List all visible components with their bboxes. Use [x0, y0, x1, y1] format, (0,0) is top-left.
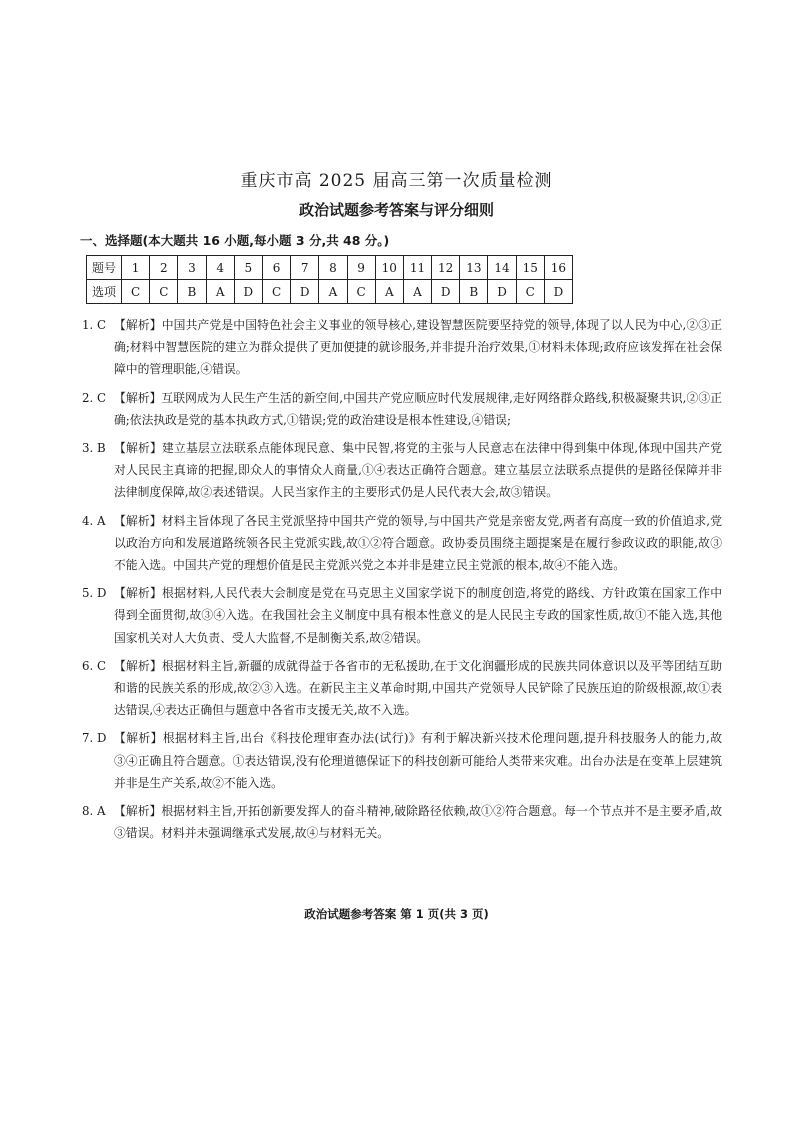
- question-number-cell: 3: [178, 256, 206, 280]
- question-number-cell: 1: [122, 256, 150, 280]
- explanation-number: 6. C: [82, 658, 107, 673]
- answer-option-cell: A: [319, 280, 347, 304]
- row-label-options: 选项: [87, 280, 122, 304]
- answer-option-cell: A: [206, 280, 234, 304]
- page-footer: 政治试题参考答案 第 1 页(共 3 页): [304, 907, 489, 921]
- explanation-item: [82, 314, 722, 381]
- explanation-text: 【解析】根据材料,人民代表大会制度是党在马克思主义国家学说下的制度创造,将党的路线、方针政策在国家工作中得到全面贯彻,故③④入选。在我国社会主义制度中具有根本性意义的是人民民主专政的国家性质,故①不能入选,其他国家机关对人大负责、受人大监督,不是制衡关系,故②错误。: [114, 586, 722, 645]
- question-number-cell: 2: [150, 256, 178, 280]
- question-number-cell: 7: [291, 256, 319, 280]
- explanation-text: 【解析】根据材料主旨,开拓创新要发挥人的奋斗精神,破除路径依赖,故①②符合题意。每一个节点并不是主要矛盾,故③错误。材料并未强调继承式发展,故④与材料无关。: [114, 804, 722, 841]
- explanation-text: 【解析】材料主旨体现了各民主党派坚持中国共产党的领导,与中国共产党是亲密友党,两者有高度一致的价值追求,党以政治方向和发展道路统领各民主党派实践,故①②符合题意。政协委员围绕主题提案是在履行参政议政的职能,故③不能入选。中国共产党的理想价值是民主党派兴党之本并非是建立民主党派的根本,故④不能入选。: [114, 513, 722, 573]
- explanation-number: 4. A: [82, 513, 106, 528]
- answer-option-cell: B: [178, 280, 206, 304]
- explanation-item: [82, 800, 722, 844]
- answer-option-cell: D: [291, 280, 319, 304]
- question-number-cell: 5: [234, 256, 262, 280]
- answer-option-cell: D: [234, 280, 262, 304]
- question-number-cell: 14: [488, 256, 516, 280]
- row-label-numbers: 题号: [87, 256, 122, 280]
- question-number-cell: 16: [544, 256, 572, 280]
- explanation-item: [82, 655, 722, 722]
- question-number-cell: 13: [460, 256, 488, 280]
- answer-option-cell: C: [347, 280, 375, 304]
- explanation-item: [82, 437, 722, 504]
- answer-option-cell: B: [460, 280, 488, 304]
- explanation-list: [82, 314, 722, 850]
- answer-option-cell: D: [544, 280, 572, 304]
- question-number-cell: 9: [347, 256, 375, 280]
- answer-table-number-row: [87, 256, 573, 280]
- explanation-number: 1. C: [82, 318, 107, 332]
- explanation-item: [82, 582, 722, 649]
- explanation-number: 8. A: [82, 804, 106, 819]
- explanation-number: 2. C: [82, 390, 107, 405]
- answer-option-cell: C: [262, 280, 290, 304]
- answer-option-cell: C: [122, 280, 150, 304]
- section-heading: 一、选择题(本大题共 16 小题,每小题 3 分,共 48 分。): [80, 233, 390, 248]
- question-number-cell: 11: [403, 256, 431, 280]
- explanation-text: 【解析】中国共产党是中国特色社会主义事业的领导核心,建设智慧医院要坚持党的领导,体现了以人民为中心,②③正确;材料中智慧医院的建立为群众提供了更加便捷的就诊服务,并非提升治疗效果,①材料未体现;政府应该发挥在社会保障中的管理职能,④错误。: [114, 318, 722, 377]
- explanation-text: 【解析】建立基层立法联系点能体现民意、集中民智,将党的主张与人民意志在法律中得到集中体现,体现中国共产党对人民民主真谛的把握,即众人的事情众人商量,①④表达正确符合题意。建立基层立法联系点提供的是路径保障并非法律制度保障,故②表述错误。人民当家作主的主要形式仍是人民代表大会,故③错误。: [114, 441, 722, 500]
- explanation-number: 7. D: [82, 731, 107, 746]
- answer-table-option-row: [87, 280, 573, 304]
- explanation-item: [82, 727, 722, 794]
- page-title: 重庆市高 2025 届高三第一次质量检测: [240, 171, 553, 191]
- answer-option-cell: C: [150, 280, 178, 304]
- explanation-number: 5. D: [82, 586, 107, 601]
- explanation-item: [82, 510, 722, 577]
- answer-option-cell: D: [488, 280, 516, 304]
- explanation-text: 【解析】根据材料主旨,新疆的成就得益于各省市的无私援助,在于文化润疆形成的民族共同体意识以及平等团结互助和谐的民族关系的形成,故②③入选。在新民主主义革命时期,中国共产党领导人民铲除了民族压迫的阶级根源,故①表达错误,④表达正确但与题意中各省市支援无关,故不入选。: [114, 658, 722, 718]
- question-number-cell: 8: [319, 256, 347, 280]
- question-number-cell: 15: [516, 256, 544, 280]
- question-number-cell: 6: [262, 256, 290, 280]
- page-subtitle: 政治试题参考答案与评分细则: [298, 201, 494, 219]
- answer-option-cell: A: [375, 280, 403, 304]
- question-number-cell: 12: [432, 256, 460, 280]
- question-number-cell: 10: [375, 256, 403, 280]
- explanation-item: [82, 387, 722, 431]
- explanation-number: 3. B: [82, 441, 106, 456]
- answer-table: [86, 255, 573, 304]
- explanation-text: 【解析】互联网成为人民生产生活的新空间,中国共产党应顺应时代发展规律,走好网络群众路线,积极凝聚共识,②③正确;依法执政是党的基本执政方式,①错误;党的政治建设是根本性建设,④错误;: [114, 390, 722, 427]
- question-number-cell: 4: [206, 256, 234, 280]
- answer-option-cell: A: [403, 280, 431, 304]
- explanation-text: 【解析】根据材料主旨,出台《科技伦理审查办法(试行)》有利于解决新兴技术伦理问题,提升科技服务人的能力,故③④正确且符合题意。①表达错误,没有伦理道德保证下的科技创新可能给人类带来灾难。出台办法是在变革上层建筑并非是生产关系,故②不能入选。: [114, 731, 722, 790]
- answer-option-cell: D: [432, 280, 460, 304]
- answer-option-cell: C: [516, 280, 544, 304]
